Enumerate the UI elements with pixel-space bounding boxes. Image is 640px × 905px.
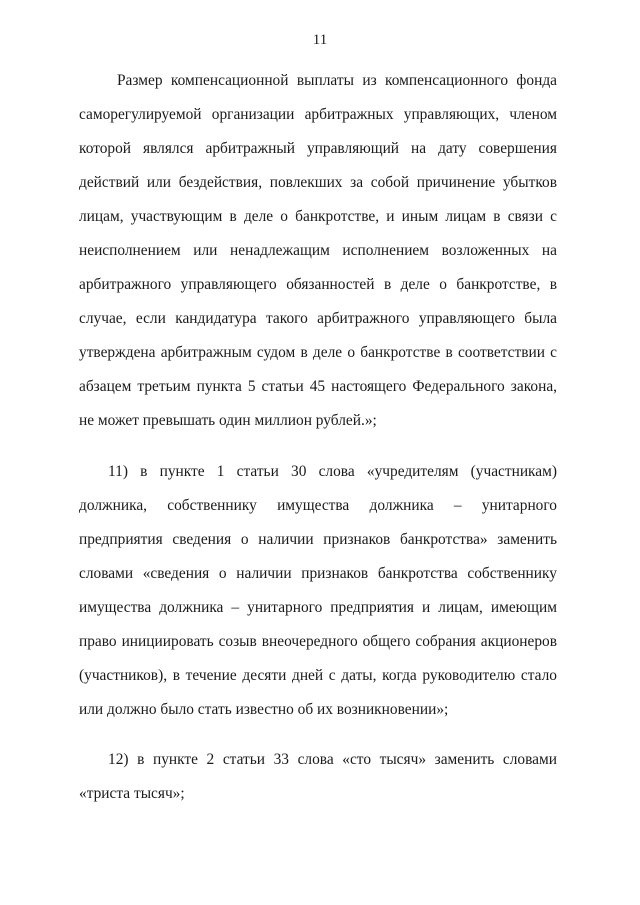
paragraph-item-12: 12) в пункте 2 статьи 33 слова «сто тысяч» заменить словами «триста тысяч»;	[79, 751, 557, 802]
paragraph-item-11: 11) в пункте 1 статьи 30 слова «учредителям (участникам) должника, собственнику имущества должника – унитарного предприятия сведения о наличии признаков банкротства» заменить словами «сведения о наличии признаков банкротства собственнику имущества должника – унитарного предприятия и лицам, имеющим право инициировать созыв внеочередного общего собрания акционеров (участников), в течение десяти дней с даты, когда руководителю стало или должно было стать известно об их возникновении»;	[79, 463, 557, 718]
document-body	[79, 64, 557, 811]
page-number: 11	[312, 32, 328, 48]
paragraph-compensation-amount: Размер компенсационной выплаты из компенсационного фонда саморегулируемой организации арбитражных управляющих, членом которой являлся арбитражный управляющий на дату совершения действий или бездействия, повлекших за собой причинение убытков лицам, участвующим в деле о банкротстве, и иным лицам в связи с неисполнением или ненадлежащим исполнением возложенных на арбитражного управляющего обязанностей в деле о банкротстве, в случае, если кандидатура такого арбитражного управляющего была утверждена арбитражным судом в деле о банкротстве в соответствии с абзацем третьим пункта 5 статьи 45 настоящего Федерального закона, не может превышать один миллион рублей.»;	[79, 72, 557, 429]
